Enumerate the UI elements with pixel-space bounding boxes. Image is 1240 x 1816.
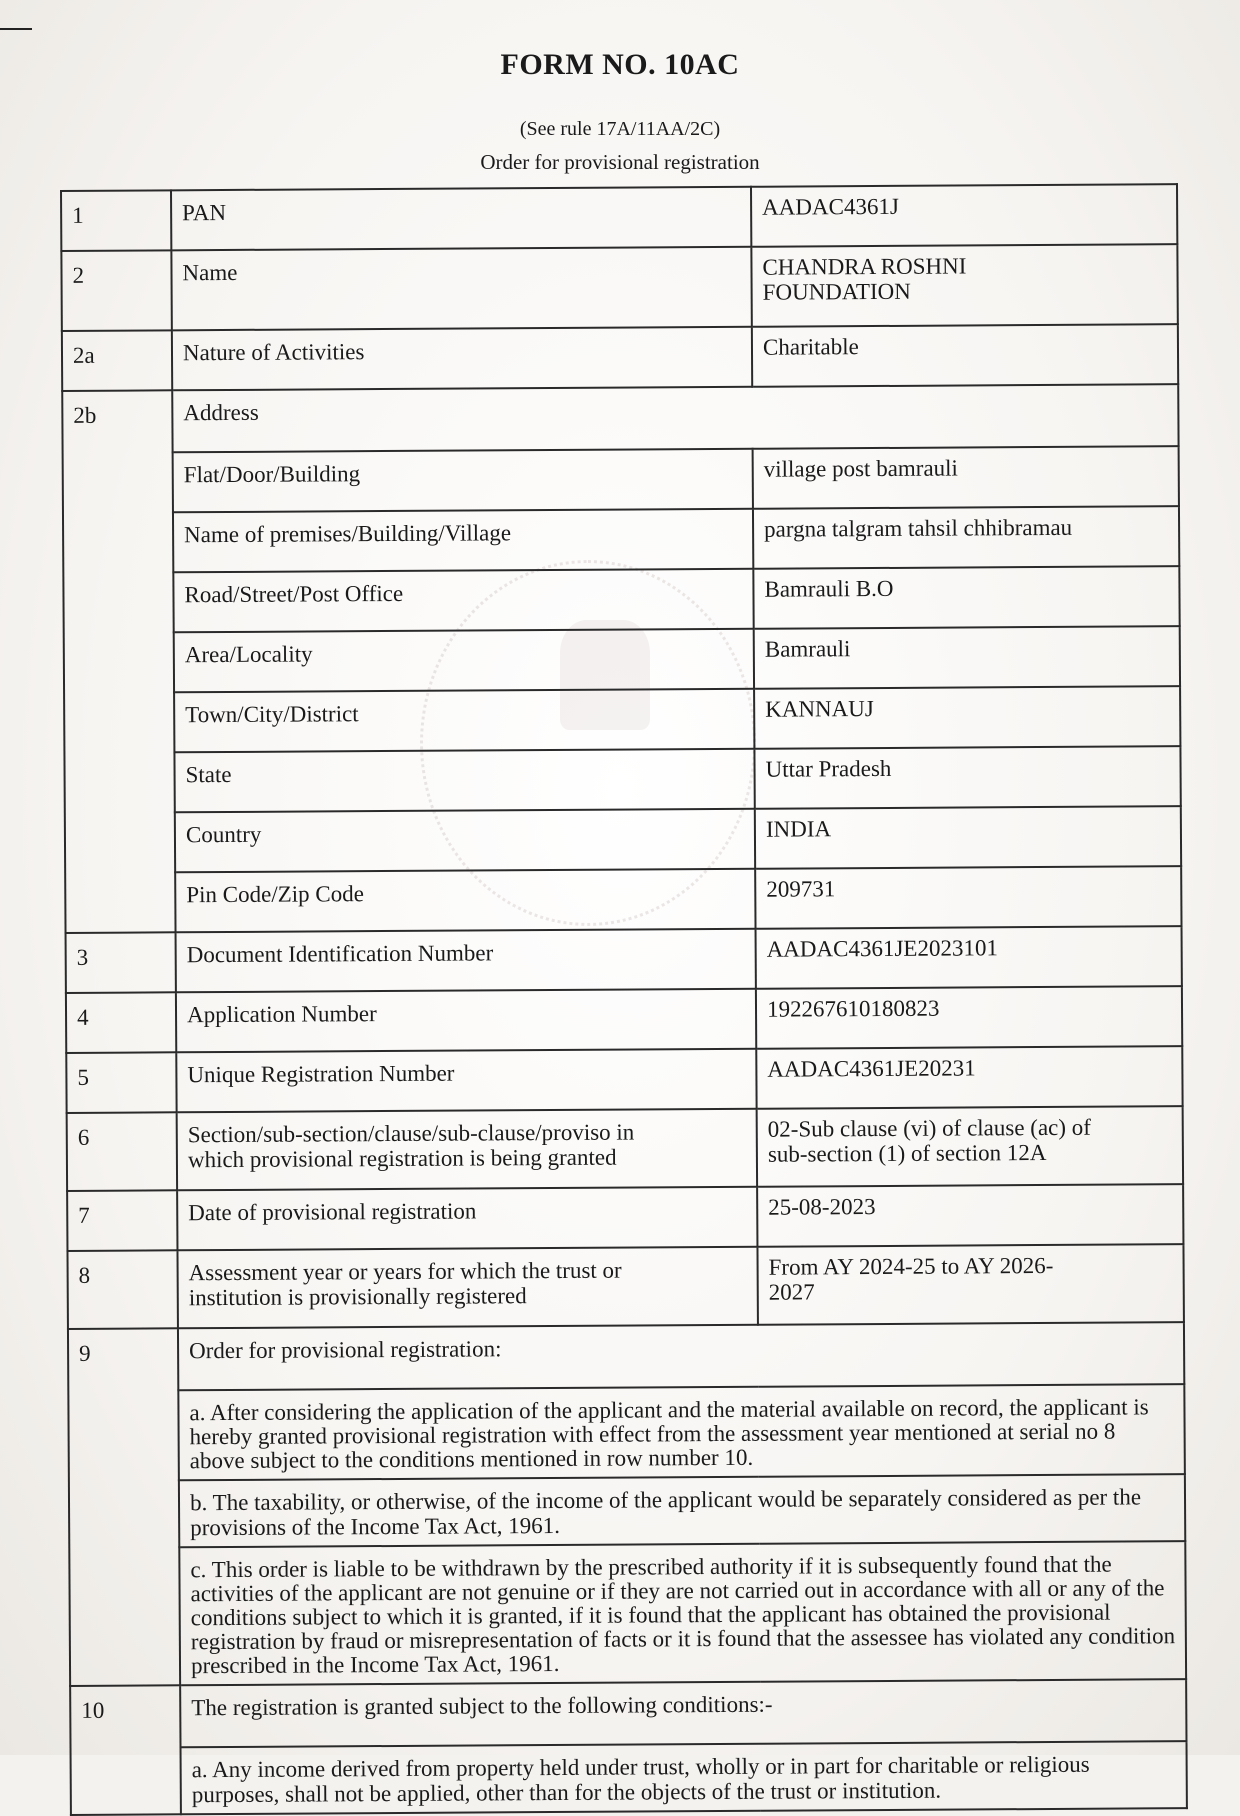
row-number: 6 — [67, 1112, 177, 1191]
table-row-conditions — [70, 1680, 1186, 1749]
rule-reference: (See rule 17A/11AA/2C) — [519, 118, 721, 140]
table-row-order — [68, 1322, 1184, 1391]
row-number: 7 — [67, 1190, 177, 1251]
address-field-value: 209731 — [755, 866, 1181, 929]
name-value-line1: CHANDRA ROSHNI — [762, 253, 967, 280]
name-value — [751, 244, 1177, 327]
table-row-assessment — [67, 1244, 1183, 1329]
order-paragraph-a: a. After considering the application of the applicant and the material available on record, the applicant is hereby granted provisional registration with effect from the assessment year mentioned at serial no 8 above subject to the conditions mentioned in row number 10. — [178, 1384, 1185, 1481]
table-row-urn — [66, 1046, 1182, 1113]
din-label: Document Identification Number — [176, 929, 756, 993]
section-value-line2: sub-section (1) of section 12A — [767, 1139, 1047, 1167]
application-value: 192267610180823 — [756, 986, 1182, 1049]
date-value: 25-08-2023 — [757, 1184, 1183, 1247]
assessment-value-line1: From AY 2024-25 to AY 2026- — [768, 1252, 1054, 1280]
conditions-paragraph-row — [71, 1742, 1187, 1815]
address-field-label: State — [174, 749, 754, 813]
address-row — [64, 626, 1180, 693]
address-field-value: Bamrauli — [754, 626, 1180, 689]
nature-label: Nature of Activities — [172, 327, 752, 391]
row-number: 3 — [66, 932, 176, 993]
row-number: 10 — [70, 1686, 181, 1815]
conditions-heading: The registration is granted subject to the following conditions:- — [180, 1680, 1186, 1748]
address-field-value: pargna talgram tahsil chhibramau — [753, 506, 1179, 569]
section-label-line2: which provisional registration is being granted — [187, 1144, 617, 1173]
din-value: AADAC4361JE2023101 — [756, 926, 1182, 989]
assessment-value — [757, 1244, 1183, 1325]
application-label: Application Number — [176, 989, 756, 1053]
address-field-label: Pin Code/Zip Code — [175, 869, 755, 933]
registration-table — [60, 183, 1188, 1815]
row-number: 2a — [62, 330, 172, 391]
row-number: 8 — [67, 1250, 177, 1329]
table-row-date — [67, 1184, 1183, 1251]
form-subtitle: Order for provisional registration — [480, 150, 760, 174]
address-row — [63, 506, 1179, 573]
address-field-value: INDIA — [755, 806, 1181, 869]
form-title: FORM NO. 10AC — [500, 48, 740, 81]
urn-value: AADAC4361JE20231 — [756, 1046, 1182, 1109]
order-heading: Order for provisional registration: — [178, 1322, 1184, 1390]
table-row-din — [66, 926, 1182, 993]
table-row-name — [61, 244, 1177, 331]
table-row-nature — [62, 324, 1178, 391]
address-row — [64, 686, 1180, 753]
table-row-address — [62, 384, 1178, 453]
address-row — [64, 746, 1180, 813]
name-value-line2: FOUNDATION — [762, 278, 911, 305]
order-paragraph-c: c. This order is liable to be withdrawn by the prescribed authority if it is subsequently found that the activities of the applicant are not genuine or if they are not carried out in accordance with all or any of the conditions subject to which it is granted, if it is found that the applicant has obtained the provisional registration by fraud or misrepresentation of facts or it is found that the assessee has violated any condition prescribed in the Income Tax Act, 1961. — [179, 1541, 1186, 1686]
address-field-label: Road/Street/Post Office — [173, 569, 753, 633]
date-label: Date of provisional registration — [177, 1187, 757, 1251]
assessment-label-line1: Assessment year or years for which the trust or — [188, 1257, 622, 1286]
row-number: 2b — [62, 390, 175, 933]
address-row — [63, 566, 1179, 633]
assessment-value-line2: 2027 — [768, 1279, 815, 1305]
address-label: Address — [172, 384, 1178, 452]
order-paragraph-row — [69, 1541, 1186, 1687]
row-number: 9 — [68, 1328, 180, 1686]
address-field-value: KANNAUJ — [754, 686, 1180, 749]
address-row — [65, 866, 1181, 933]
corner-mark — [0, 28, 32, 30]
pan-label: PAN — [171, 187, 751, 251]
section-label-line1: Section/sub-section/clause/sub-clause/proviso in — [187, 1119, 635, 1148]
address-field-label: Name of premises/Building/Village — [173, 509, 753, 573]
address-field-value: Bamrauli B.O — [753, 566, 1179, 629]
section-label — [177, 1109, 757, 1191]
section-value — [757, 1106, 1183, 1187]
row-number: 5 — [66, 1052, 176, 1113]
address-field-label: Country — [175, 809, 755, 873]
row-number: 2 — [61, 250, 171, 331]
section-value-line1: 02-Sub clause (vi) of clause (ac) of — [767, 1114, 1091, 1142]
assessment-label-line2: institution is provisionally registered — [188, 1282, 527, 1311]
nature-value: Charitable — [752, 324, 1178, 387]
address-row — [65, 806, 1181, 873]
assessment-label — [177, 1247, 757, 1329]
order-paragraph-b: b. The taxability, or otherwise, of the income of the applicant would be separately considered as per the provisions of the Income Tax Act, 1961. — [179, 1475, 1185, 1547]
address-field-label: Flat/Door/Building — [173, 449, 753, 513]
pan-value: AADAC4361J — [751, 184, 1177, 247]
conditions-paragraph-a: a. Any income derived from property held under trust, wholly or in part for charitable or religious purposes, shall not be applied, other than for the objects of the trust or institution. — [181, 1742, 1187, 1814]
row-number: 4 — [66, 992, 176, 1053]
urn-label: Unique Registration Number — [176, 1049, 756, 1113]
name-label: Name — [171, 247, 751, 331]
address-field-value: village post bamrauli — [753, 446, 1179, 509]
address-field-label: Town/City/District — [174, 689, 754, 753]
table-row-section — [67, 1106, 1183, 1191]
table-row-pan — [61, 184, 1177, 251]
address-field-value: Uttar Pradesh — [754, 746, 1180, 809]
address-row — [63, 446, 1179, 513]
row-number: 1 — [61, 190, 171, 251]
order-paragraph-row — [69, 1475, 1185, 1548]
order-paragraph-row — [68, 1384, 1185, 1481]
address-field-label: Area/Locality — [174, 629, 754, 693]
table-row-application — [66, 986, 1182, 1053]
